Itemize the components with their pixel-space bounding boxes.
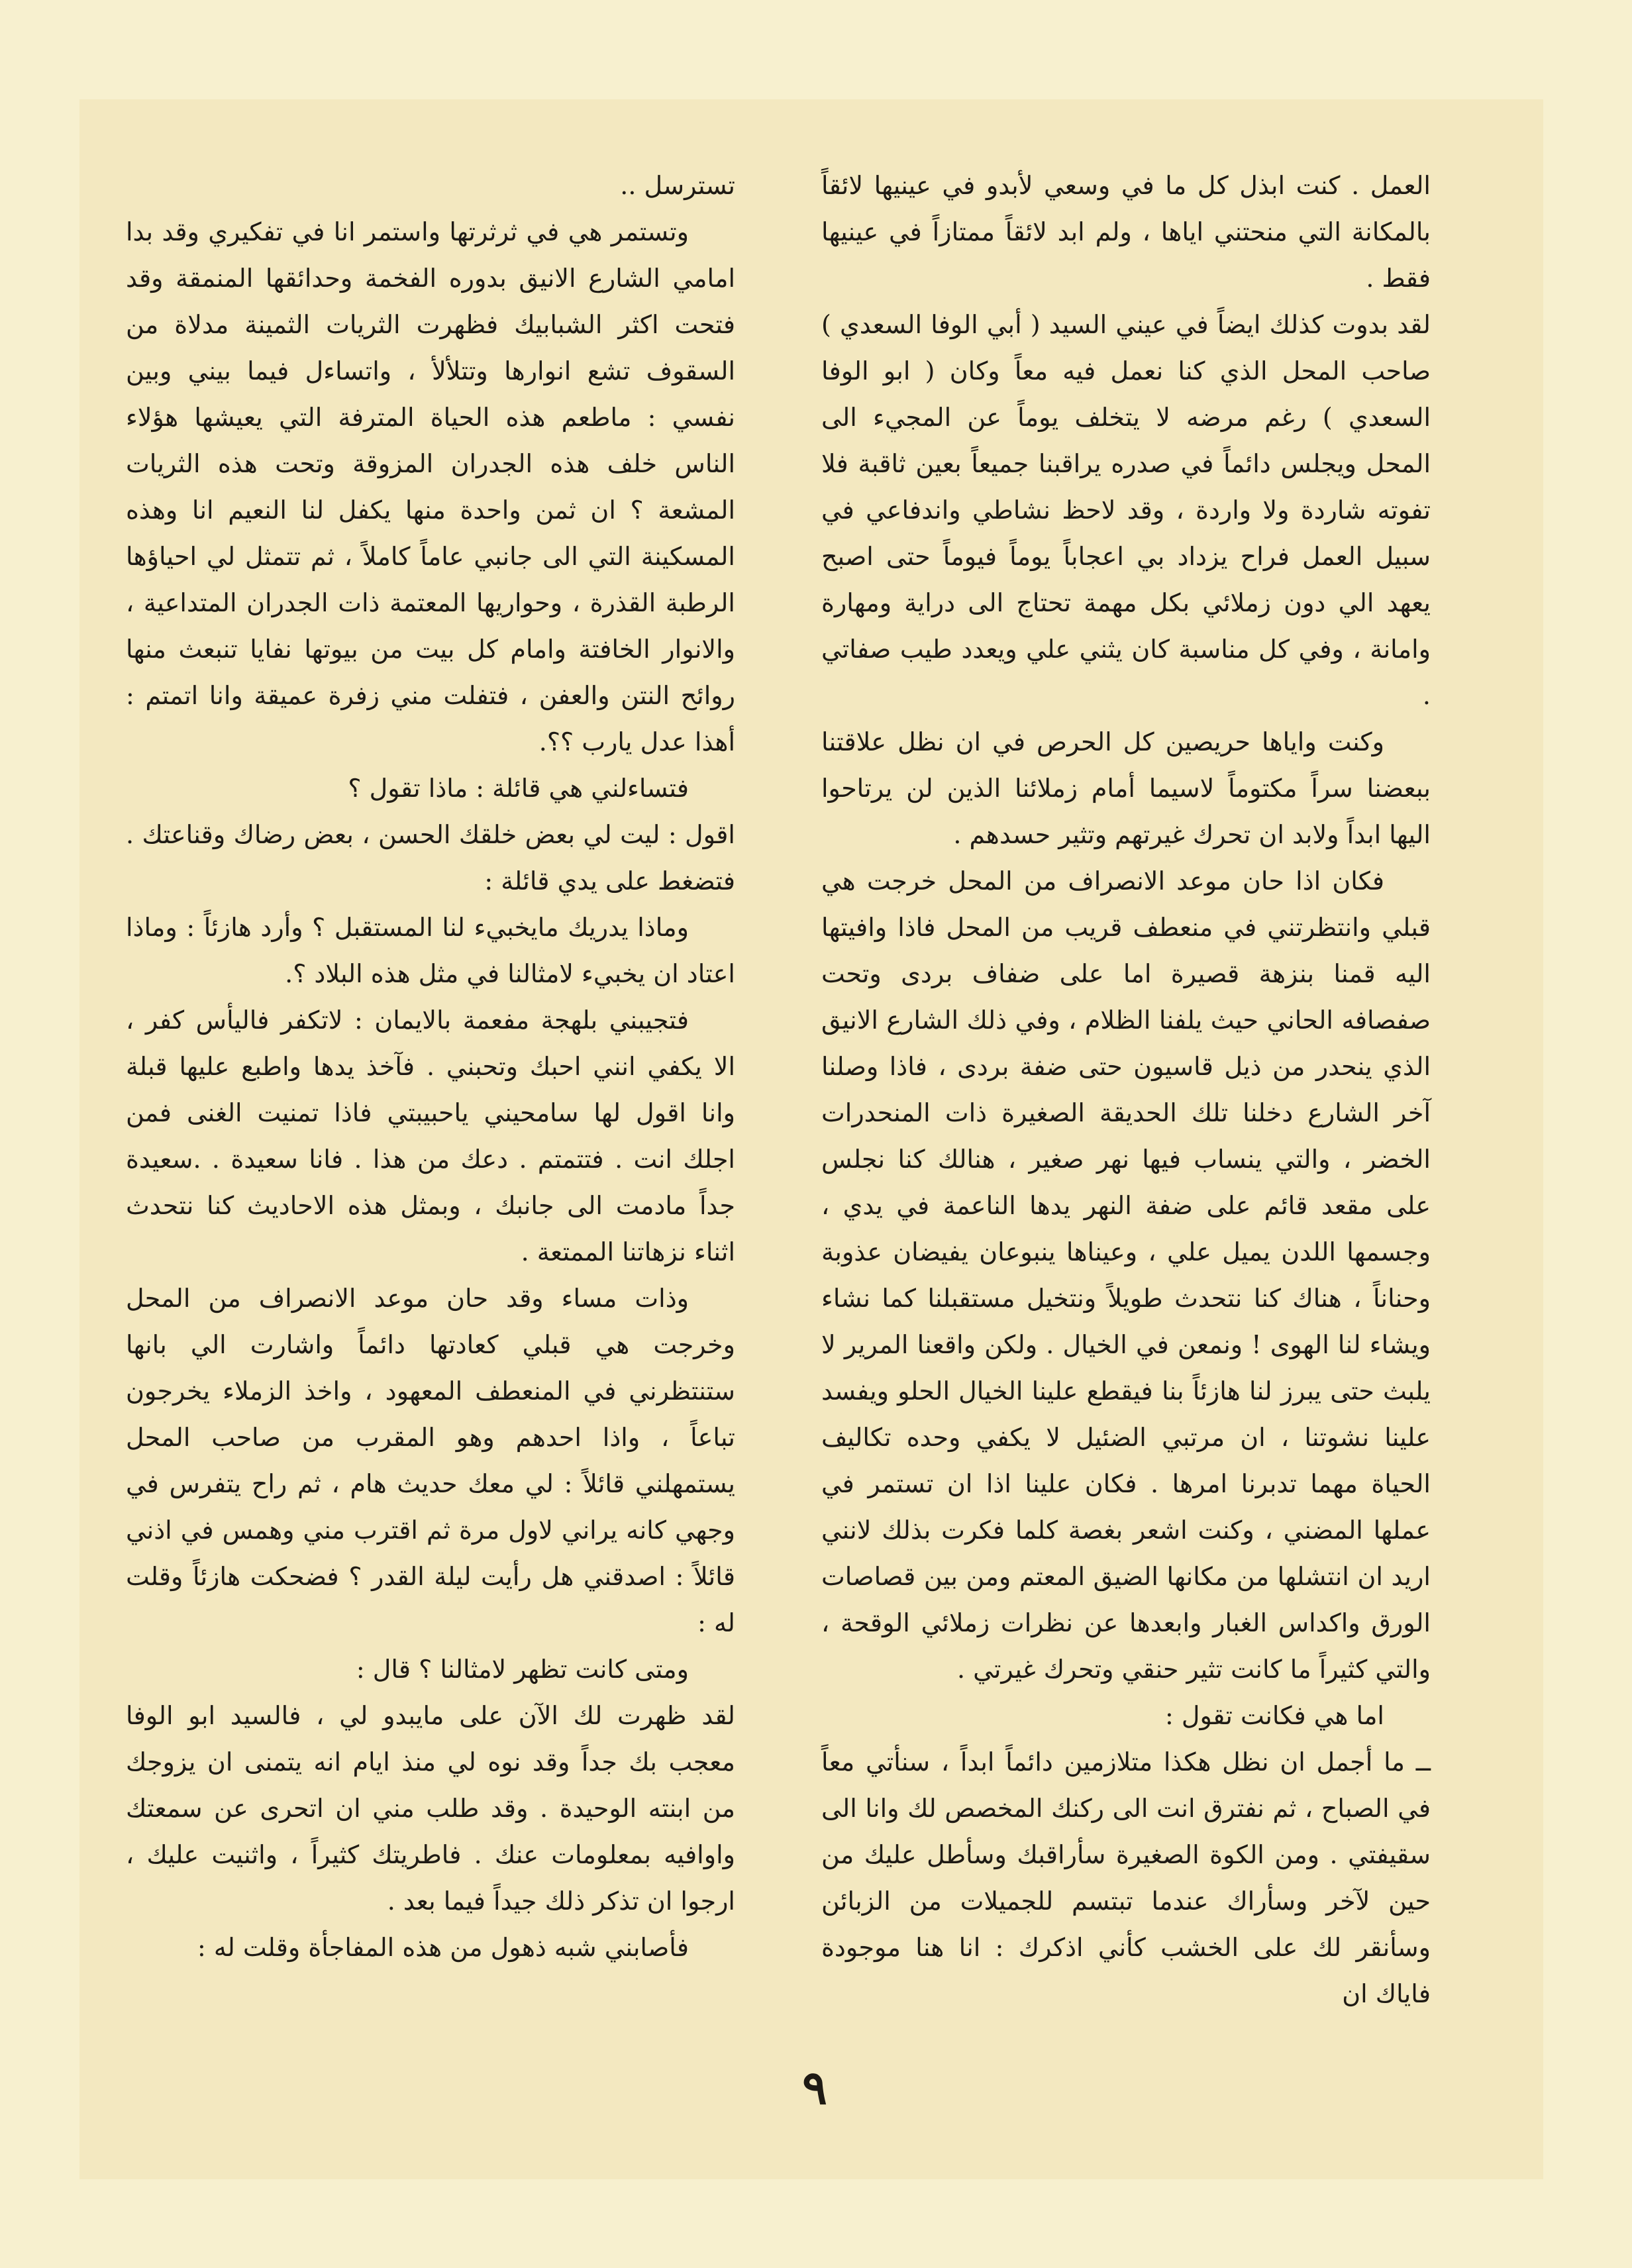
paragraph: وماذا يدريك مايخبيء لنا المستقبل ؟ وأرد هازئاً : وماذا اعتاد ان يخبيء لامثالنا في مثل هذه البلاد ؟. (126, 913, 735, 988)
paragraph: ــ ما أجمل ان نظل هكذا متلازمين دائماً ابداً ، سنأتي معاً في الصباح ، ثم نفترق انت الى ركنك المخصص لك وانا الى سقيفتي . ومن الكوة الصغيرة سأراقبك وسأطل عليك من حين لآخر وسأراك عندما تبتسم للجميلات من الزبائن وسأنقر لك على الخشب كأني اذكرك : انا هنا موجودة فاياك ان (821, 1747, 1431, 2008)
paragraph: فكان اذا حان موعد الانصراف من المحل خرجت هي قبلي وانتظرتني في منعطف قريب من المحل فاذا وافيتها اليه قمنا بنزهة قصيرة اما على ضفاف بردى وتحت صفصافه الحاني حيث يلفنا الظلام ، وفي ذلك الشارع الانيق الذي ينحدر من ذيل قاسيون حتى ضفة بردى ، فاذا وصلنا آخر الشارع دخلنا تلك الحديقة الصغيرة ذات المنحدرات الخضر ، والتي ينساب فيها نهر صغير ، هنالك كنا نجلس على مقعد قائم على ضفة النهر يدها الناعمة في يدي ، وجسمها اللدن يميل علي ، وعيناها ينبوعان يفيضان عذوبة وحناناً ، هناك كنا نتحدث طويلاً ونتخيل مستقبلنا كما نشاء ويشاء لنا الهوى ! ونمعن في الخيال . ولكن واقعنا المرير لا يلبث حتى يبرز لنا هازئاً بنا فيقطع علينا الخيال الحلو ويفسد علينا نشوتنا ، ان مرتبي الضئيل لا يكفي وحده تكاليف الحياة مهما تدبرنا امرها . فكان علينا اذا ان تستمر في عملها المضني ، وكنت اشعر بغصة كلما فكرت بذلك لانني اريد ان انتشلها من مكانها الضيق المعتم ومن بين قصاصات الورق واكداس الغبار وابعدها عن نظرات زملائي الوقحة ، والتي كثيراً ما كانت تثير حنقي وتحرك غيرتي . (821, 866, 1431, 1684)
paragraph: فتساءلني هي قائلة : ماذا تقول ؟ (348, 774, 689, 803)
paragraph: تسترسل .. (620, 171, 735, 200)
paragraph: فتجيبني بلهجة مفعمة بالايمان : لاتكفر فاليأس كفر ، الا يكفي انني احبك وتحبني . فآخذ يدها واطبع عليها قبلة وانا اقول لها سامحيني ياحبيبتي فاذا تمنيت الغنى فمن اجلك انت . فتتمتم . دعك من هذا . فانا سعيدة . .سعيدة جداً مادمت الى جانبك ، وبمثل هذه الاحاديث كنا نتحدث اثناء نزهاتنا الممتعة . (126, 1005, 735, 1266)
paragraph: فأصابني شبه ذهول من هذه المفاجأة وقلت له : (197, 1933, 689, 1962)
left-text-column (126, 162, 735, 1971)
paragraph: وتستمر هي في ثرثرتها واستمر انا في تفكيري وقد بدا امامي الشارع الانيق بدوره الفخمة وحدائقها المنمقة وقد فتحت اكثر الشبابيك فظهرت الثريات الثمينة مدلاة من السقوف تشع انوارها وتتلألأ ، واتساءل فيما بيني وبين نفسي : ماطعم هذه الحياة المترفة التي يعيشها هؤلاء الناس خلف هذه الجدران المزوقة وتحت هذه الثريات المشعة ؟ ان ثمن واحدة منها يكفل لنا النعيم انا وهذه المسكينة التي الى جانبي عاماً كاملاً ، ثم تتمثل لي احياؤها الرطبة القذرة ، وحواريها المعتمة ذات الجدران المتداعية ، والانوار الخافتة وامام كل بيت من بيوتها نفايا تنبعث منها روائح النتن والعفن ، فتفلت مني زفرة عميقة وانا اتمتم : أهذا عدل يارب ؟؟. (126, 217, 735, 756)
paragraph: اقول : ليت لي بعض خلقك الحسن ، بعض رضاك وقناعتك . فتضغط على يدي قائلة : (126, 820, 735, 896)
paragraph: ومتى كانت تظهر لامثالنا ؟ قال : (356, 1655, 689, 1684)
page-number: ٩ (802, 2060, 827, 2115)
paragraph: لقد بدوت كذلك ايضاً في عيني السيد ( أبي الوفا السعدي ) صاحب المحل الذي كنا نعمل فيه معاً وكان ( ابو الوفا السعدي ) رغم مرضه لا يتخلف يوماً عن المجيء الى المحل ويجلس دائماً في صدره يراقبنا جميعاً بعين ثاقبة فلا تفوته شاردة ولا واردة ، وقد لاحظ نشاطي واندفاعي في سبيل العمل فراح يزداد بي اعجاباً يوماً فيوماً حتى اصبح يعهد الي دون زملائي بكل مهمة تحتاج الى دراية ومهارة وامانة ، وفي كل مناسبة كان يثني علي ويعدد طيب صفاتي . (821, 310, 1431, 710)
paragraph: اما هي فكانت تقول : (1165, 1701, 1384, 1730)
paragraph: لقد ظهرت لك الآن على مايبدو لي ، فالسيد ابو الوفا معجب بك جداً وقد نوه لي منذ ايام انه يتمنى ان يزوجك من ابنته الوحيدة . وقد طلب مني ان اتحرى عن سمعتك واوافيه بمعلومات عنك . فاطريتك كثيراً ، واثنيت عليك ، ارجوا ان تذكر ذلك جيداً فيما بعد . (126, 1701, 735, 1916)
paragraph: وكنت واياها حريصين كل الحرص في ان نظل علاقتنا ببعضنا سراً مكتوماً لاسيما أمام زملائنا الذين لن يرتاحوا اليها ابداً ولابد ان تحرك غيرتهم وتثير حسدهم . (821, 727, 1431, 849)
paragraph: وذات مساء وقد حان موعد الانصراف من المحل وخرجت هي قبلي كعادتها دائماً واشارت الي بانها ستنتظرني في المنعطف المعهود ، واخذ الزملاء يخرجون تباعاً ، واذا احدهم وهو المقرب من صاحب المحل يستمهلني قائلاً : لي معك حديث هام ، ثم راح يتفرس في وجهي كانه يراني لاول مرة ثم اقترب مني وهمس في اذني قائلاً : اصدقني هل رأيت ليلة القدر ؟ فضحكت هازئاً وقلت له : (126, 1284, 735, 1637)
right-text-column (821, 162, 1431, 2017)
paragraph: العمل . كنت ابذل كل ما في وسعي لأبدو في عينيها لائقاً بالمكانة التي منحتني اياها ، ولم ابد لائقاً ممتازاً في عينيها فقط . (821, 171, 1431, 293)
